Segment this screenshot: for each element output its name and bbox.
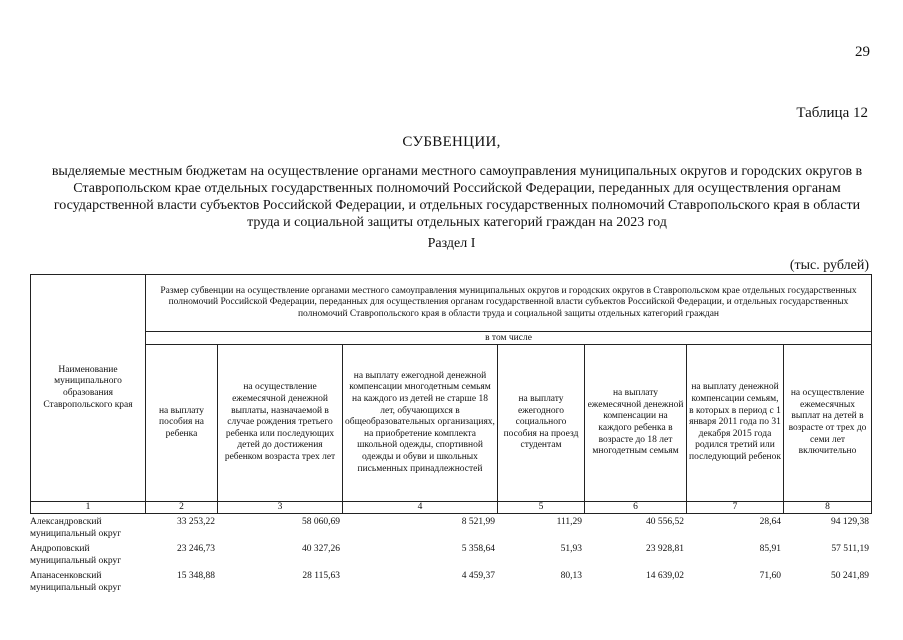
table-cell: 23 246,73 <box>177 544 215 554</box>
main-header: Размер субвенции на осуществление органами местного самоуправления муниципальных округов и городских округов в Ставропольском крае отдельных государственных полномочий Российской Федерации, переданных для осуществления органам государственной власти субъектов Российской Федерации, и отдельных государственных полномочий Ставропольского края в области труда и социальной защиты отдельных категорий граждан <box>146 275 872 332</box>
column-number: 4 <box>343 502 498 514</box>
municipality-name: Александровский муниципальный округ <box>30 517 122 539</box>
table-cell: 85,91 <box>759 544 781 554</box>
including-label: в том числе <box>146 332 872 345</box>
table-row <box>30 544 871 571</box>
column-header: на выплату пособия на ребенка <box>146 345 218 502</box>
column-header: на выплату денежной компенсации семьям, в которых в период с 1 января 2011 года по 31 декабря 2015 года родился третий или последующий ребенок <box>687 345 784 502</box>
subsidy-table-header <box>30 274 872 514</box>
table-cell: 15 348,88 <box>177 571 215 581</box>
table-cell: 14 639,02 <box>646 571 684 581</box>
column-number: 3 <box>218 502 343 514</box>
table-row <box>30 571 871 598</box>
table-cell: 111,29 <box>556 517 582 527</box>
table-cell: 57 511,19 <box>831 544 869 554</box>
column-number: 2 <box>146 502 218 514</box>
table-cell: 94 129,38 <box>831 517 869 527</box>
page-number: 29 <box>855 44 870 60</box>
column-number: 6 <box>585 502 687 514</box>
table-cell: 40 327,26 <box>302 544 340 554</box>
table-cell: 23 928,81 <box>646 544 684 554</box>
subsidy-table-body <box>30 517 871 598</box>
table-cell: 71,60 <box>759 571 781 581</box>
table-cell: 40 556,52 <box>646 517 684 527</box>
column-header: на выплату ежегодного социального пособия на проезд студентам <box>498 345 585 502</box>
column-header: на осуществление ежемесячных выплат на детей в возрасте от трех до семи лет включительно <box>784 345 872 502</box>
table-row <box>30 517 871 544</box>
table-label: Таблица 12 <box>796 105 868 121</box>
municipality-name: Андроповский муниципальный округ <box>30 544 122 566</box>
column-number: 5 <box>498 502 585 514</box>
table-cell: 8 521,99 <box>461 517 495 527</box>
municipality-name: Апанасенковский муниципальный округ <box>30 571 122 593</box>
column-number: 7 <box>687 502 784 514</box>
column-header: на выплату ежегодной денежной компенсации многодетным семьям на каждого из детей не старше 18 лет, обучающихся в общеобразовательных организациях, на приобретение комплекта школьной одежды, спортивной одежды и обуви и школьных письменных принадлежностей <box>343 345 498 502</box>
section-heading: Раздел I <box>427 236 476 251</box>
table-cell: 28,64 <box>759 517 781 527</box>
table-cell: 80,13 <box>560 571 582 581</box>
units-label: (тыс. рублей) <box>789 258 869 273</box>
column-header: на осуществление ежемесячной денежной выплаты, назначаемой в случае рождения третьего ребенка или последующих детей до достижения ребенком возраста трех лет <box>218 345 343 502</box>
column-header: на выплату ежемесячной денежной компенсации на каждого ребенка в возрасте до 18 лет многодетным семьям <box>585 345 687 502</box>
name-column-header: Наименование муниципального образования Ставропольского края <box>31 275 146 502</box>
column-number: 1 <box>31 502 146 514</box>
table-cell: 51,93 <box>560 544 582 554</box>
table-cell: 33 253,22 <box>177 517 215 527</box>
table-cell: 28 115,63 <box>302 571 340 581</box>
column-number: 8 <box>784 502 872 514</box>
table-cell: 50 241,89 <box>831 571 869 581</box>
document-title: СУБВЕНЦИИ, <box>402 134 501 150</box>
document-description: выделяемые местным бюджетам на осуществление органами местного самоуправления муниципальных округов и городских округов в Ставропольском крае отдельных государственных полномочий Российской Федерации, переданных для осуществления органам государственной власти субъектов Российской Федерации, и отдельных государственных полномочий Ставропольского края в области труда и социальной защиты отдельных категорий граждан на 2023 год <box>51 164 863 230</box>
table-cell: 5 358,64 <box>461 544 495 554</box>
table-cell: 58 060,69 <box>302 517 340 527</box>
table-cell: 4 459,37 <box>461 571 495 581</box>
